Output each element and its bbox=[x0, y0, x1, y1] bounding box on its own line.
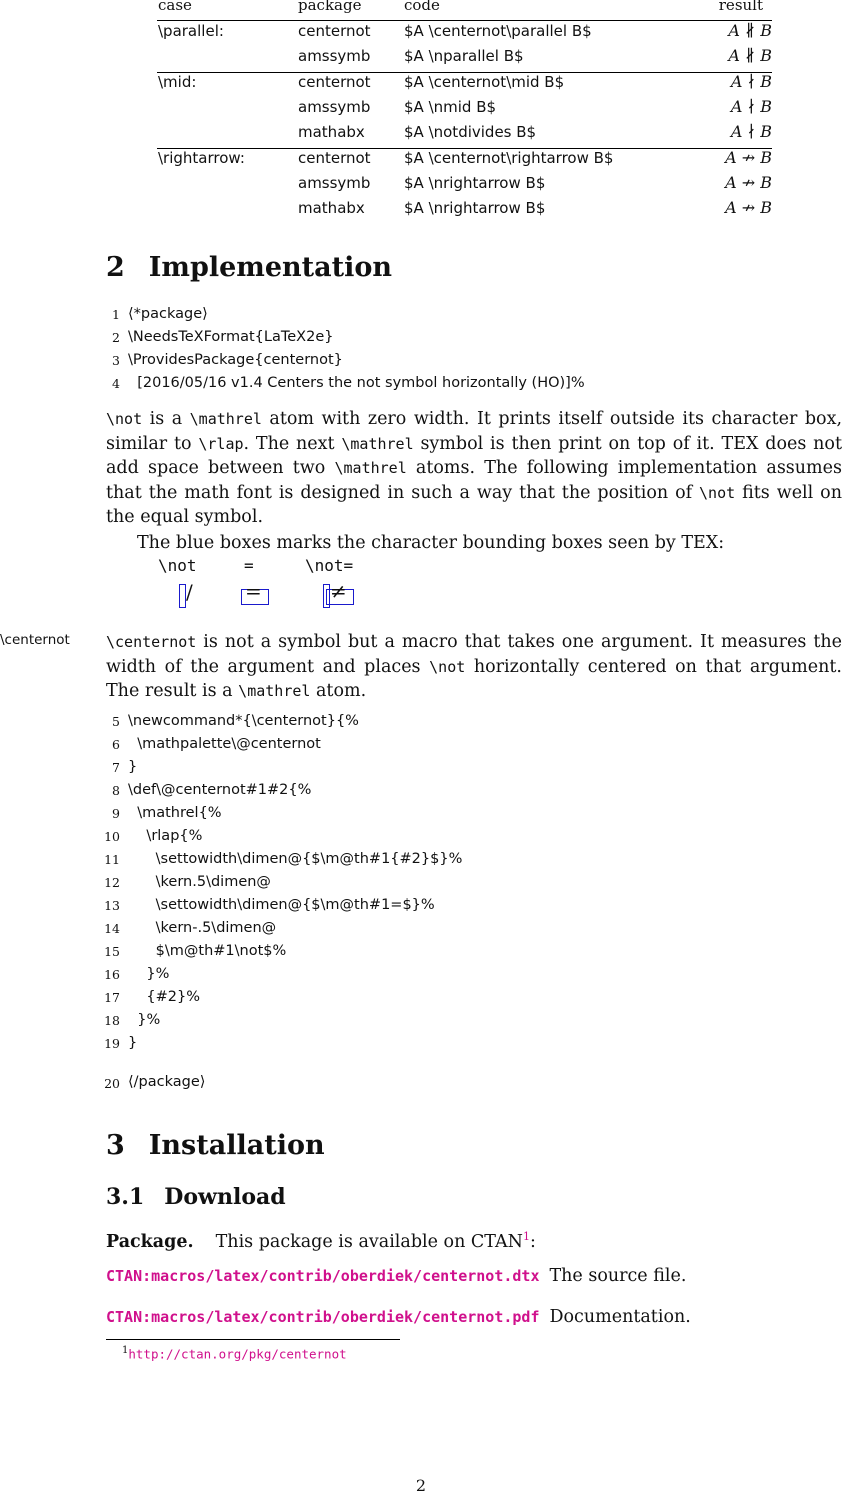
section-heading bbox=[106, 252, 392, 283]
table-case: \rightarrow: bbox=[158, 149, 245, 167]
table-code: $A \centernot\parallel B$ bbox=[404, 22, 592, 40]
section-title: Implementation bbox=[148, 252, 393, 283]
table-result: A ∤ B bbox=[730, 72, 772, 91]
line-number: 10 bbox=[104, 829, 120, 844]
code-line: \kern.5\dimen@ bbox=[128, 874, 271, 890]
table-case: \parallel: bbox=[158, 22, 224, 40]
package-paragraph: Package. This package is available on CTAN$^1$: bbox=[106, 1230, 536, 1252]
line-number: 1 bbox=[112, 307, 120, 322]
code-line: \settowidth\dimen@{$\m@th#1=$}% bbox=[128, 897, 435, 913]
paragraph-not-description: \not is a \mathrel atom with zero width. It prints itself outside its character box, similar to \rlap. The next \mathrel symbol is then print on top of it. TEX does not add space between two \mathrel atoms. The following implementation assumes that the math font is designed in such a way that the position of \not fits well on the equal symbol. bbox=[106, 409, 842, 528]
table-package: mathabx bbox=[298, 199, 365, 217]
footnote-rule bbox=[106, 1339, 400, 1340]
table-package: amssymb bbox=[298, 47, 371, 65]
table-header-package: package bbox=[298, 0, 362, 14]
table-package: centernot bbox=[298, 73, 371, 91]
line-number: 4 bbox=[112, 376, 120, 391]
line-number: 8 bbox=[112, 783, 120, 798]
section-title: Installation bbox=[148, 1130, 325, 1161]
download-description: The source file. bbox=[549, 1266, 687, 1286]
table-package: amssymb bbox=[298, 98, 371, 116]
download-item bbox=[106, 1307, 691, 1327]
line-number: 13 bbox=[104, 898, 120, 913]
table-header-code: code bbox=[404, 0, 440, 14]
table-result: A ∦ B bbox=[728, 46, 772, 65]
code-line: [2016/05/16 v1.4 Centers the not symbol horizontally (HO)]% bbox=[128, 375, 585, 391]
code-line: \kern-.5\dimen@ bbox=[128, 920, 277, 936]
ctan-pdf-link[interactable]: CTAN:macros/latex/contrib/oberdiek/centernot.pdf bbox=[106, 1308, 540, 1326]
footnote-number: 1 bbox=[122, 1345, 129, 1356]
demo-label-equals: = bbox=[244, 556, 254, 575]
download-description: Documentation. bbox=[549, 1307, 691, 1327]
footnote-url[interactable]: http://ctan.org/pkg/centernot bbox=[128, 1346, 347, 1362]
margin-note: \centernot bbox=[0, 632, 70, 648]
code-line: \settowidth\dimen@{$\m@th#1{#2}$}% bbox=[128, 851, 463, 867]
demo-glyph-not-equals: ≠ bbox=[330, 579, 347, 603]
table-result: A ∤ B bbox=[730, 122, 772, 141]
table-code: $A \nparallel B$ bbox=[404, 47, 524, 65]
table-package: amssymb bbox=[298, 174, 371, 192]
inline-code: \not bbox=[106, 410, 143, 428]
table-case: \mid: bbox=[158, 73, 197, 91]
table-code: $A \notdivides B$ bbox=[404, 123, 537, 141]
line-number: 14 bbox=[104, 921, 120, 936]
table-package: centernot bbox=[298, 22, 371, 40]
paragraph-blue-boxes: The blue boxes marks the character bounding boxes seen by TEX: bbox=[137, 533, 725, 553]
bounding-box bbox=[179, 584, 186, 608]
section-number: 3 bbox=[106, 1130, 125, 1161]
code-line: \mathrel{% bbox=[128, 805, 222, 821]
demo-label-not-equals: \not= bbox=[305, 556, 354, 575]
table-code: $A \nrightarrow B$ bbox=[404, 199, 546, 217]
code-line: \mathpalette\@centernot bbox=[128, 736, 321, 752]
demo-glyph-equals: = bbox=[245, 579, 262, 603]
ctan-dtx-link[interactable]: CTAN:macros/latex/contrib/oberdiek/centernot.dtx bbox=[106, 1267, 540, 1285]
subsection-title: Download bbox=[164, 1184, 286, 1210]
table-code: $A \nrightarrow B$ bbox=[404, 174, 546, 192]
code-line: } bbox=[128, 759, 138, 775]
line-number: 3 bbox=[112, 353, 120, 368]
line-number: 7 bbox=[112, 760, 120, 775]
code-line: \NeedsTeXFormat{LaTeX2e} bbox=[128, 329, 334, 345]
table-result: A ∦ B bbox=[728, 21, 772, 40]
table-code: $A \centernot\mid B$ bbox=[404, 73, 565, 91]
line-number: 11 bbox=[104, 852, 120, 867]
table-result: A ∤ B bbox=[730, 97, 772, 116]
table-header-case: case bbox=[158, 0, 192, 14]
download-item bbox=[106, 1266, 686, 1286]
demo-label-not: \not bbox=[158, 556, 197, 575]
table-header-result: result bbox=[718, 0, 763, 14]
table-result: A ↛ B bbox=[725, 148, 772, 167]
paragraph-label: Package. bbox=[106, 1231, 194, 1252]
page-number: 2 bbox=[415, 1476, 427, 1495]
table-result: A ↛ B bbox=[725, 173, 772, 192]
code-line: {#2}% bbox=[128, 989, 201, 1005]
line-number: 20 bbox=[104, 1076, 120, 1091]
table-result: A ↛ B bbox=[725, 198, 772, 217]
code-line: $\m@th#1\not$% bbox=[128, 943, 287, 959]
line-number: 9 bbox=[112, 806, 120, 821]
table-rule bbox=[157, 20, 772, 21]
code-line: } bbox=[128, 1035, 138, 1051]
subsection-heading bbox=[106, 1184, 286, 1210]
line-number: 18 bbox=[104, 1013, 120, 1028]
table-package: mathabx bbox=[298, 123, 365, 141]
table-code: $A \centernot\rightarrow B$ bbox=[404, 149, 614, 167]
line-number: 2 bbox=[112, 330, 120, 345]
line-number: 16 bbox=[104, 967, 120, 982]
section-number: 2 bbox=[106, 252, 125, 283]
line-number: 12 bbox=[104, 875, 120, 890]
code-line: \def\@centernot#1#2{% bbox=[128, 782, 312, 798]
line-number: 15 bbox=[104, 944, 120, 959]
footnote bbox=[122, 1345, 347, 1362]
line-number: 19 bbox=[104, 1036, 120, 1051]
code-line: }% bbox=[128, 1012, 161, 1028]
table-code: $A \nmid B$ bbox=[404, 98, 497, 116]
line-number: 17 bbox=[104, 990, 120, 1005]
footnote-mark[interactable]: 1 bbox=[522, 1230, 530, 1243]
code-line: \rlap{% bbox=[128, 828, 203, 844]
section-heading bbox=[106, 1130, 325, 1161]
demo-glyph-not: / bbox=[186, 580, 193, 604]
line-number: 5 bbox=[112, 714, 120, 729]
subsection-number: 3.1 bbox=[106, 1184, 145, 1210]
paragraph-centernot-description: \centernot is not a symbol but a macro that takes one argument. It measures the width of the argument and places \not horizontally centered on that argument. The result is a \mathrel atom. bbox=[106, 632, 842, 702]
code-line: ⟨/package⟩ bbox=[128, 1074, 206, 1090]
line-number: 6 bbox=[112, 737, 120, 752]
code-line: \ProvidesPackage{centernot} bbox=[128, 352, 343, 368]
code-line: }% bbox=[128, 966, 170, 982]
code-line: \newcommand*{\centernot}{% bbox=[128, 713, 359, 729]
table-package: centernot bbox=[298, 149, 371, 167]
code-line: ⟨*package⟩ bbox=[128, 306, 208, 322]
